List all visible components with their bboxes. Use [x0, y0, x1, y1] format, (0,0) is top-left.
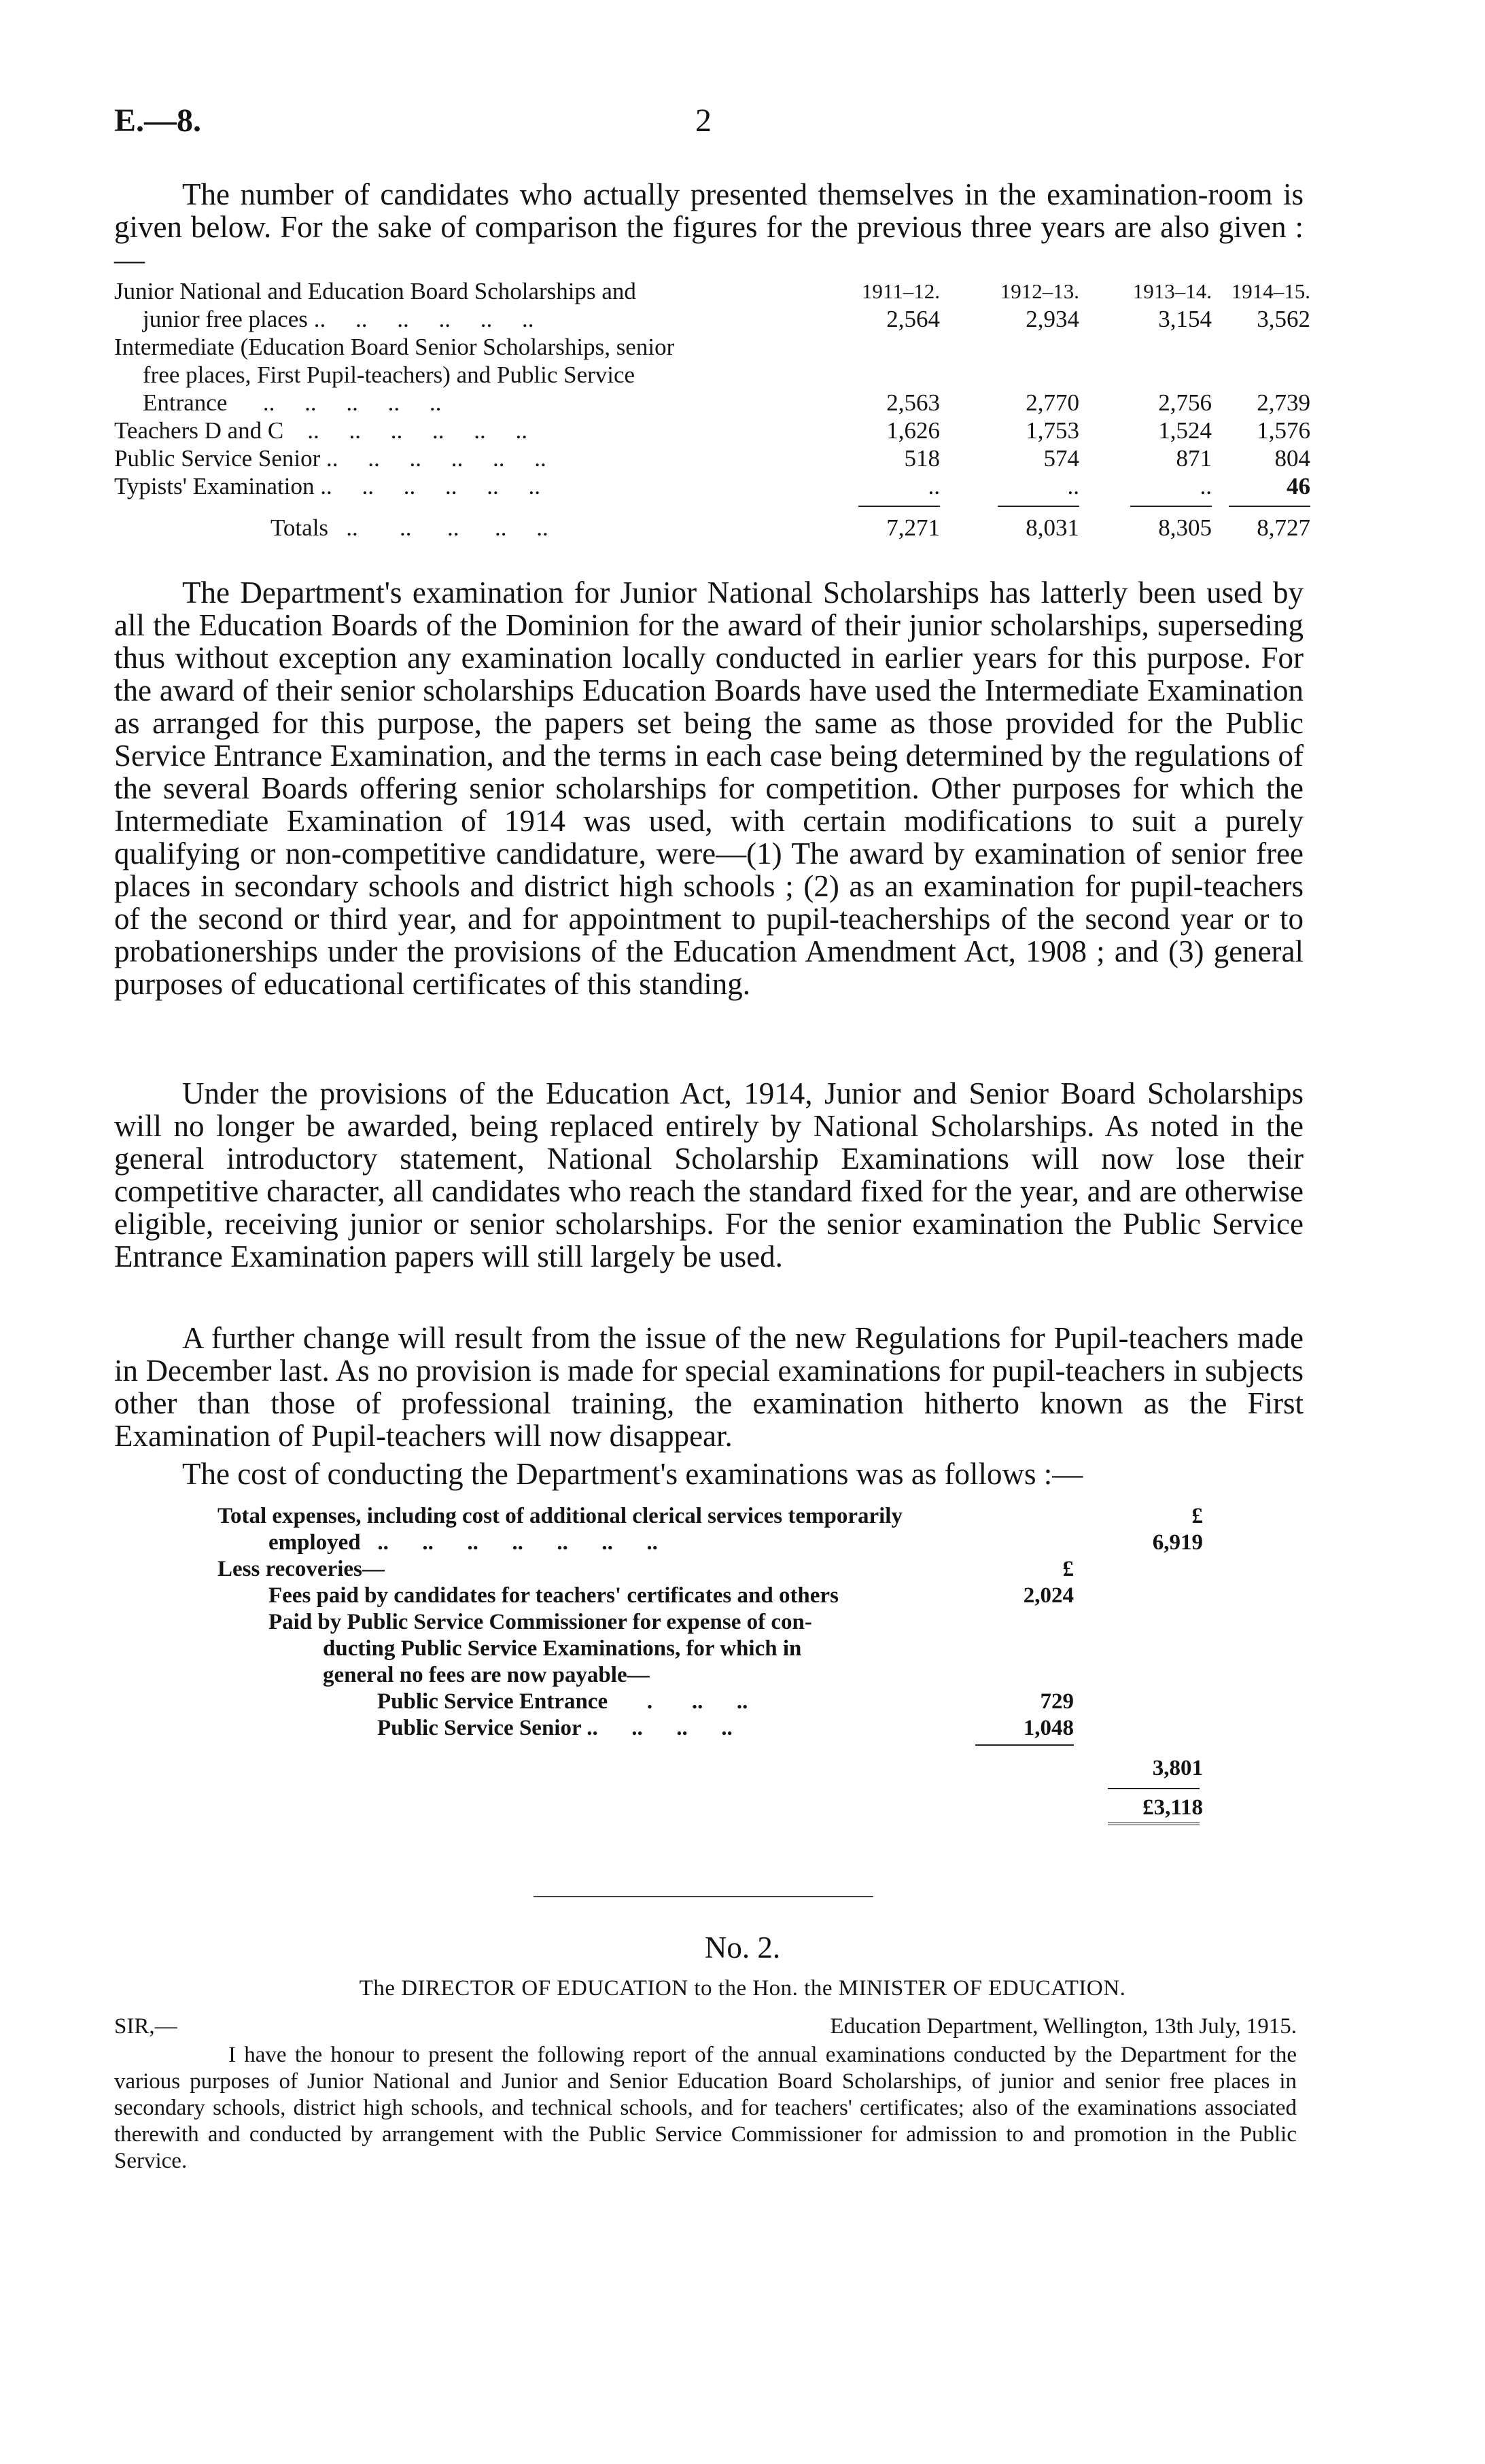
net-total: £3,118 — [1142, 1795, 1203, 1820]
table-row — [217, 1689, 1203, 1715]
table-row — [217, 1751, 1203, 1785]
salutation-row — [114, 2014, 1297, 2041]
table-row — [217, 1556, 1203, 1583]
table-cell: 2,756 — [1158, 389, 1212, 416]
column-header: 1912–13. — [1000, 279, 1079, 303]
table-rule-row — [217, 1742, 1203, 1751]
column-header: 1914–15. — [1231, 279, 1310, 303]
cost-table — [217, 1503, 1203, 1831]
row-label: Intermediate (Education Board Senior Scholarships, senior — [114, 334, 675, 360]
table-cell: 3,154 — [1158, 306, 1212, 332]
table-cell: 2,024 — [1023, 1583, 1074, 1608]
table-row — [217, 1662, 1203, 1689]
section-address: The DIRECTOR OF EDUCATION to the Hon. the MINISTER OF EDUCATION. — [359, 1976, 1126, 2001]
table-rule-row — [114, 500, 1310, 514]
report-code: E.—8. — [114, 103, 202, 139]
table-cell: 871 — [1176, 445, 1212, 472]
table-row — [114, 277, 1310, 305]
table-row — [217, 1636, 1203, 1662]
total-cell: 7,271 — [886, 514, 940, 541]
table-row — [114, 444, 1310, 472]
currency-label: £ — [1062, 1557, 1074, 1581]
table-rule-row — [217, 1785, 1203, 1795]
divider — [1229, 506, 1310, 507]
row-label: Public Service Entrance . .. .. — [377, 1689, 748, 1714]
page-number: 2 — [695, 103, 712, 139]
table-cell: 1,753 — [1026, 417, 1079, 444]
table-cell: 729 — [1040, 1689, 1074, 1714]
row-label: employed .. .. .. .. .. .. .. — [268, 1530, 658, 1555]
table-row — [217, 1583, 1203, 1609]
table-cell: 2,934 — [1026, 306, 1079, 332]
section-number: No. 2. — [704, 1931, 781, 1965]
table-cell: 518 — [904, 445, 940, 472]
table-row — [217, 1609, 1203, 1636]
row-label: Fees paid by candidates for teachers' certificates and others — [268, 1583, 839, 1608]
table-row — [114, 389, 1310, 417]
table-cell: 6,919 — [1152, 1530, 1203, 1555]
row-label: Public Service Senior .. .. .. .. — [377, 1716, 733, 1740]
row-label: ducting Public Service Examinations, for which in — [323, 1636, 802, 1661]
divider — [1130, 506, 1212, 507]
table-cell: 1,576 — [1257, 417, 1310, 444]
table-row — [114, 472, 1310, 500]
row-label: free places, First Pupil-teachers) and Public Service — [143, 362, 635, 388]
row-label: Less recoveries— — [217, 1557, 385, 1581]
table-cell: 804 — [1274, 445, 1310, 472]
dateline: Education Department, Wellington, 13th July, 1915. — [830, 2014, 1297, 2039]
table-cell: 2,770 — [1026, 389, 1079, 416]
letter-paragraph: I have the honour to present the following report of the annual examinations conducted by the Department for the various purposes of Junior National and Junior and Senior Education Board Scholarships, of junior and senior free places in secondary schools, district high schools, and technical schools, and for teachers' certificates; also of the examinations associated therewith and conducted by arrangement with the Public Service Commissioner for admission to and promotion in the Public Service. — [114, 2043, 1297, 2173]
table-cell: 3,562 — [1257, 306, 1310, 332]
table-row — [114, 333, 1310, 361]
row-label: Junior National and Education Board Scholarships and — [114, 278, 636, 304]
table-cell: 1,524 — [1158, 417, 1212, 444]
table-cell: 574 — [1043, 445, 1079, 472]
row-label: junior free places .. .. .. .. .. .. — [143, 306, 534, 332]
candidates-table — [114, 277, 1310, 542]
table-cell: 1,626 — [886, 417, 940, 444]
double-divider — [1108, 1823, 1200, 1825]
total-cell: 8,727 — [1257, 514, 1310, 541]
table-cell: .. — [1067, 473, 1079, 499]
table-cell: 1,048 — [1023, 1716, 1074, 1740]
table-rule-row — [217, 1821, 1203, 1831]
intro-paragraph: The number of candidates who actually presented themselves in the examination-room is given below. For the sake of comparison the figures for the previous three years are also given :— — [114, 177, 1304, 277]
row-label: Public Service Senior .. .. .. .. .. .. — [114, 445, 546, 472]
row-label: general no fees are now payable— — [323, 1663, 650, 1687]
row-label: Total expenses, including cost of additional clerical services temporarily — [217, 1504, 903, 1528]
table-cell: 2,739 — [1257, 389, 1310, 416]
column-header: 1911–12. — [861, 279, 940, 303]
salutation: SIR,— — [114, 2014, 177, 2039]
table-row — [217, 1715, 1203, 1742]
row-label: Entrance .. .. .. .. .. — [143, 389, 442, 416]
recoveries-total: 3,801 — [1152, 1756, 1203, 1780]
divider — [998, 506, 1079, 507]
table-row — [217, 1795, 1203, 1821]
total-cell: 8,031 — [1026, 514, 1079, 541]
body-paragraph: Under the provisions of the Education Act, 1914, Junior and Senior Board Scholarships will no longer be awarded, being replaced entirely by National Scholarships. As noted in the general introductory statement, National Scholarship Examinations will now lose their competitive character, all candidates who reach the standard fixed for the year, and are otherwise eligible, receiving junior or senior scholarships. For the senior examination the Public Service Entrance Examination papers will still largely be used. — [114, 1076, 1304, 1273]
table-row — [114, 361, 1310, 389]
table-row — [217, 1503, 1203, 1530]
row-label: Paid by Public Service Commissioner for expense of con- — [268, 1610, 812, 1634]
totals-row — [114, 514, 1310, 542]
row-label: Typists' Examination .. .. .. .. .. .. — [114, 473, 541, 499]
body-paragraph: The cost of conducting the Department's examinations was as follows :— — [182, 1457, 1083, 1491]
table-row — [217, 1530, 1203, 1556]
body-paragraph: A further change will result from the issue of the new Regulations for Pupil-teachers made in December last. As no provision is made for special examinations for pupil-teachers in subjects other than those of professional training, the examination hitherto known as the First Examination of Pupil-teachers will now disappear. — [114, 1321, 1304, 1453]
divider — [1108, 1788, 1200, 1789]
divider — [975, 1744, 1074, 1746]
table-cell: 2,563 — [886, 389, 940, 416]
table-cell: .. — [928, 473, 940, 499]
table-cell: 2,564 — [886, 306, 940, 332]
column-header: 1913–14. — [1132, 279, 1212, 303]
page-header — [114, 102, 1372, 143]
body-paragraph: The Department's examination for Junior National Scholarships has latterly been used by all the Education Boards of the Dominion for the award of their junior scholarships, superseding thus without exception any examination locally conducted in earlier years for this purpose. For the award of their senior scholarships Education Boards have used the Intermediate Examination as arranged for this purpose, the papers set being the same as those provided for the Public Service Entrance Examination, and the terms in each case being determined by the regulations of the several Boards offering senior scholarships for competition. Other purposes for which the Intermediate Examination of 1914 was used, with certain modifications to suit a purely qualifying or non-competitive candidature, were—(1) The award by examination of senior free places in secondary schools and district high schools ; (2) as an examination for pupil-teachers of the second or third year, and for appointment to pupil-teacherships of the second year or to probationerships under the provisions of the Education Amendment Act, 1908 ; and (3) general purposes of educational certificates of this standing. — [114, 576, 1304, 1001]
table-row — [114, 305, 1310, 333]
totals-label: Totals .. .. .. .. .. — [270, 514, 548, 541]
row-label: Teachers D and C .. .. .. .. .. .. — [114, 417, 528, 444]
total-cell: 8,305 — [1158, 514, 1212, 541]
table-cell: .. — [1200, 473, 1212, 499]
table-row — [114, 417, 1310, 444]
currency-label: £ — [1191, 1504, 1203, 1528]
section-separator — [534, 1896, 873, 1897]
divider — [858, 506, 940, 507]
table-cell: 46 — [1287, 473, 1310, 499]
